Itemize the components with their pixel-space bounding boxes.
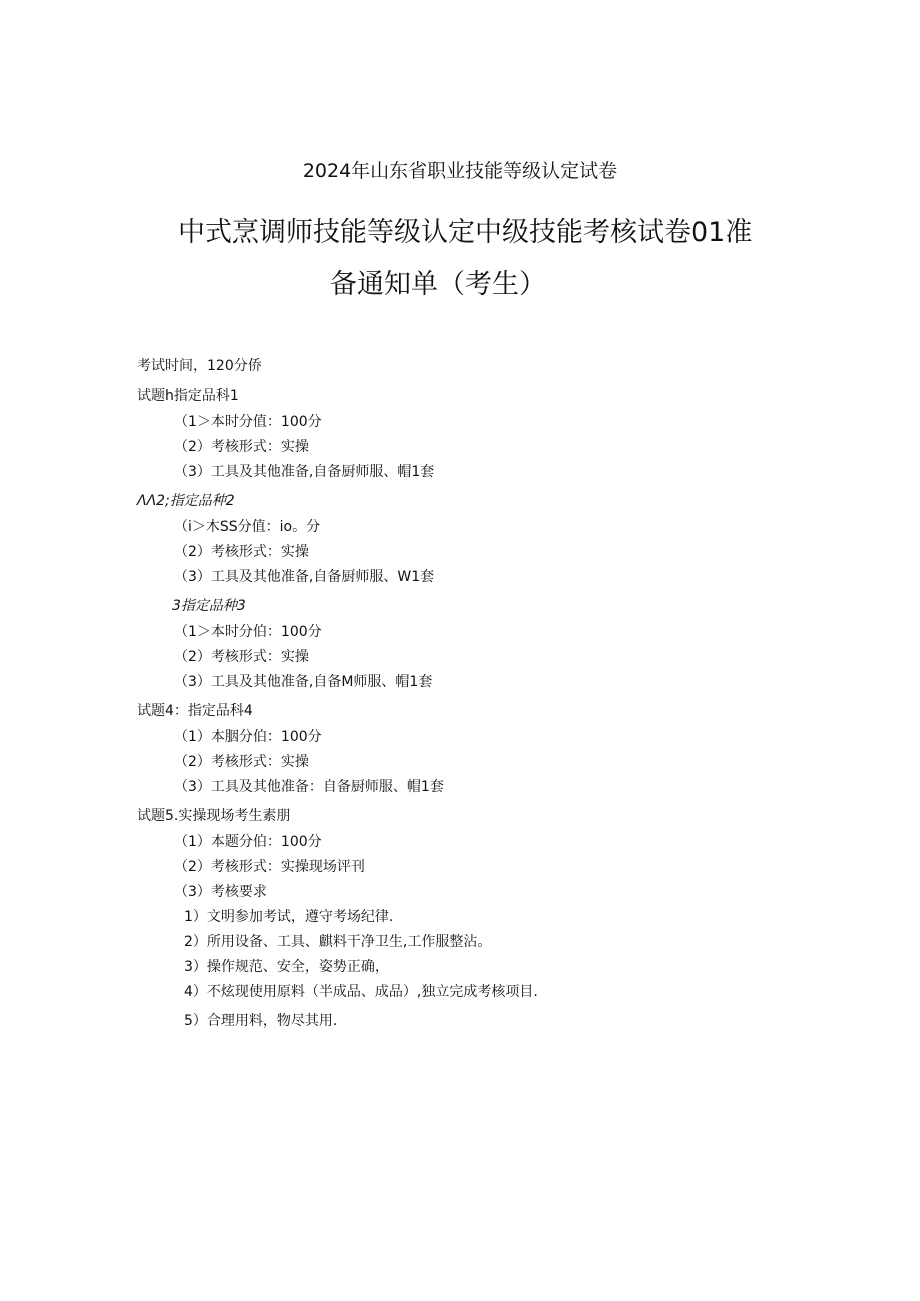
question-4-item: （3）工具及其他准备：自备厨师服、帽1套 — [174, 779, 444, 795]
question-3-item: （2）考核形式：实操 — [174, 649, 309, 665]
question-5-heading: 试题5.实操现场考生素朋 — [137, 808, 291, 824]
question-2-heading: ΛΛ2;指定品种2 — [137, 493, 235, 509]
exam-header: 2024年山东省职业技能等级认定试卷 — [302, 160, 618, 182]
requirement-item: 5）合理用料，物尽其用. — [184, 1013, 338, 1029]
document-title-line-1: 中式烹调师技能等级认定中级技能考核试卷01准 — [178, 217, 753, 248]
question-3-item: （1＞本时分伯：100分 — [174, 624, 322, 640]
question-4-item: （2）考核形式：实操 — [174, 754, 309, 770]
question-5-item: （1）本题分伯：100分 — [174, 834, 322, 850]
requirement-item: 2）所用设备、工具、麒料干净卫生,工作服整沾。 — [184, 934, 492, 950]
question-5-item: （2）考核形式：实操现场评刊 — [174, 859, 365, 875]
question-1-item: （3）工具及其他准备,自备厨师服、帽1套 — [174, 464, 435, 480]
requirement-item: 1）文明参加考试，遵守考场纪律. — [184, 909, 394, 925]
question-1-item: （1＞本时分值：100分 — [174, 414, 322, 430]
question-1-heading: 试题h指定品科1 — [137, 388, 239, 404]
question-2-item: （2）考核形式：实操 — [174, 544, 309, 560]
requirement-item: 3）操作规范、安全，姿势正确， — [184, 959, 389, 975]
document-title-line-2: 备通知单（考生） — [330, 269, 546, 300]
question-3-heading: 3指定品种3 — [172, 598, 246, 614]
exam-time: 考试时间，120分侨 — [137, 358, 262, 374]
requirement-item: 4）不炫现使用原料（半成品、成品）,独立完成考核项目. — [184, 984, 538, 1000]
question-1-item: （2）考核形式：实操 — [174, 439, 309, 455]
question-4-heading: 试题4：指定品科4 — [137, 703, 253, 719]
question-3-item: （3）工具及其他准备,自备M师服、帽1套 — [174, 674, 433, 690]
question-4-item: （1）本胭分伯：100分 — [174, 729, 322, 745]
question-5-item: （3）考核要求 — [174, 884, 267, 900]
question-2-item: （i＞木SS分值：io。分 — [174, 519, 321, 535]
question-2-item: （3）工具及其他准备,自备厨师服、W1套 — [174, 569, 435, 585]
